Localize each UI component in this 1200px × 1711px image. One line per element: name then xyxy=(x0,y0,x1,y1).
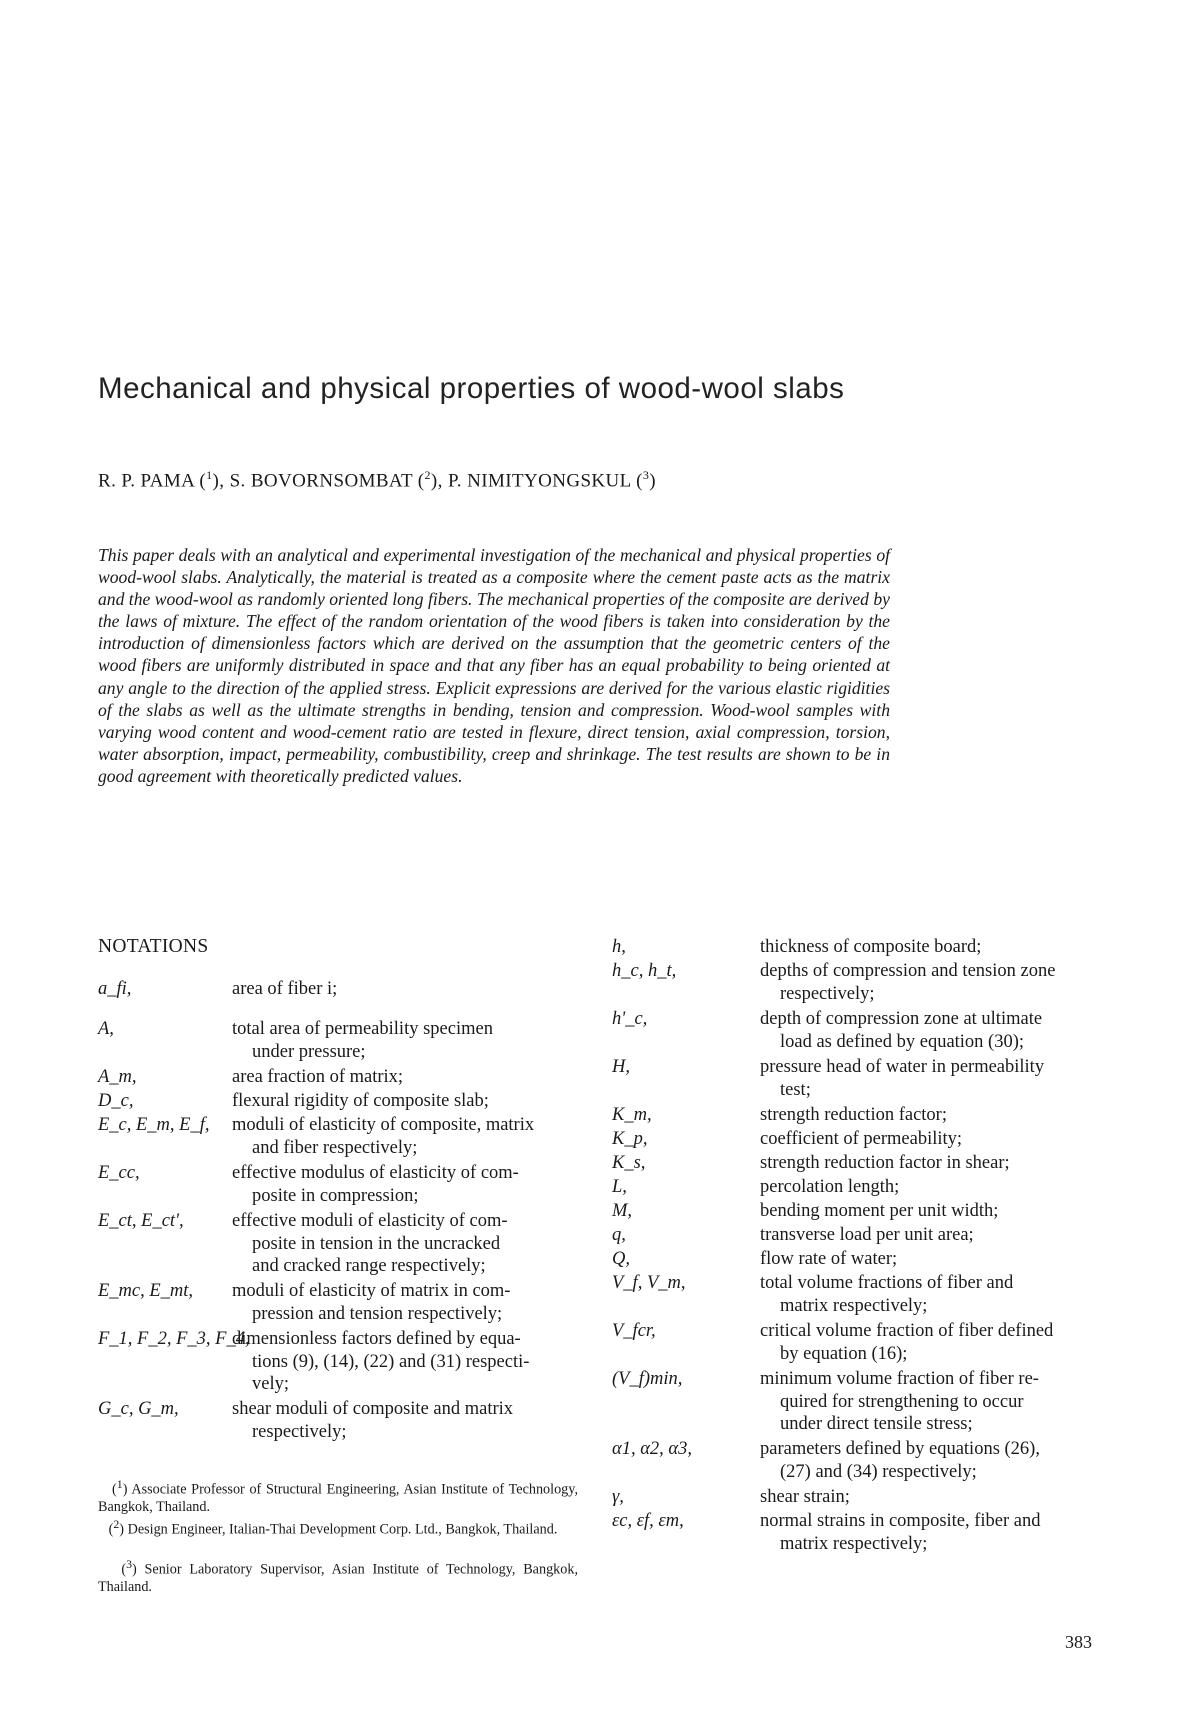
left-notation-definition xyxy=(232,1280,577,1325)
left-notation-definition-line: moduli of elasticity of matrix in com- xyxy=(232,1281,511,1301)
right-notation-definition-line: depth of compression zone at ultimate xyxy=(760,1009,1043,1029)
right-notation-definition-line: total volume fractions of fiber and xyxy=(760,1273,1014,1293)
right-notation-definition-line: critical volume fraction of fiber defined xyxy=(760,1321,1054,1341)
footnote-text: Design Engineer, Italian-Thai Development Corp. Ltd., Bangkok, Thailand. xyxy=(127,1521,558,1538)
right-notation-definition xyxy=(760,960,1110,1005)
footnote-number: 3 xyxy=(126,1557,132,1571)
right-notation-symbol: V_f, V_m, xyxy=(612,1273,686,1293)
left-notation-definition xyxy=(232,1162,577,1207)
right-notation-definition-line: test; xyxy=(780,1079,811,1100)
right-notation-definition xyxy=(760,1176,1110,1199)
right-notation-definition-line: strength reduction factor in shear; xyxy=(760,1153,1010,1173)
left-notation-definition-line: shear moduli of composite and matrix xyxy=(232,1399,514,1419)
left-notation-definition-line: dimensionless factors defined by equa- xyxy=(232,1329,521,1349)
right-notation-definition xyxy=(760,1200,1110,1223)
author-3-affil: 3 xyxy=(642,468,650,482)
left-notation-definition xyxy=(232,1066,577,1089)
right-notation-symbol: K_s, xyxy=(612,1153,646,1173)
right-notation-symbol: K_m, xyxy=(612,1105,652,1125)
right-notation-definition xyxy=(760,1438,1110,1483)
right-notation-definition-line: matrix respectively; xyxy=(780,1295,928,1316)
notations-heading: NOTATIONS xyxy=(98,936,209,957)
right-notation-symbol: εc, εf, εm, xyxy=(612,1511,684,1531)
left-notation-definition xyxy=(232,1210,577,1278)
left-notation-symbol: E_c, E_m, E_f, xyxy=(98,1115,210,1135)
right-notation-symbol: M, xyxy=(612,1201,633,1221)
footnote-number: 2 xyxy=(113,1517,120,1531)
footnote-text: Associate Professor of Structural Engineering, Asian Institute of Technology, Bangkok, Thailand. xyxy=(98,1481,578,1515)
right-notation-definition-line: bending moment per unit width; xyxy=(760,1201,999,1221)
right-notation-symbol: h'_c, xyxy=(612,1009,648,1029)
right-notation-symbol: L, xyxy=(612,1177,627,1197)
left-notation-definition-line: total area of permeability specimen xyxy=(232,1019,493,1039)
right-notation-symbol: V_fcr, xyxy=(612,1321,656,1341)
right-notation-symbol: Q, xyxy=(612,1249,630,1269)
left-notation-definition-line: under pressure; xyxy=(252,1041,366,1062)
right-notation-definition xyxy=(760,1272,1110,1317)
left-notation-definition-line: respectively; xyxy=(252,1421,347,1442)
left-notation-symbol: E_mc, E_mt, xyxy=(98,1281,194,1301)
author-1: R. P. PAMA xyxy=(98,470,195,492)
author-2-affil: 2 xyxy=(424,468,431,482)
right-notation-definition-line: normal strains in composite, fiber and xyxy=(760,1511,1041,1531)
footnote-text: Senior Laboratory Supervisor, Asian Institute of Technology, Bangkok, Thailand. xyxy=(98,1561,578,1595)
right-notation-symbol: H, xyxy=(612,1057,630,1077)
author-line: R. P. PAMA ($^1$), S. BOVORNSOMBAT ($^2$), P. NIMITYONGSKUL ($^3$) xyxy=(98,468,656,492)
left-notation-definition-line: effective moduli of elasticity of com- xyxy=(232,1211,508,1231)
author-2: S. BOVORNSOMBAT xyxy=(229,470,413,492)
right-notation-definition xyxy=(760,1056,1110,1101)
right-notation-symbol: q, xyxy=(612,1225,626,1245)
left-notation-definition xyxy=(232,1328,577,1396)
left-notation-symbol: G_c, G_m, xyxy=(98,1399,179,1419)
left-notation-definition-line: tions (9), (14), (22) and (31) respecti- xyxy=(252,1351,530,1372)
right-notation-symbol: h, xyxy=(612,937,626,957)
left-notation-definition-line: area of fiber i; xyxy=(232,979,338,999)
left-notation-symbol: A_m, xyxy=(98,1067,137,1087)
left-notation-symbol: A, xyxy=(98,1019,114,1039)
right-notation-definition xyxy=(760,1510,1110,1555)
right-notation-definition-line: load as defined by equation (30); xyxy=(780,1031,1025,1052)
right-notation-definition xyxy=(760,1104,1110,1127)
right-notation-definition-line: transverse load per unit area; xyxy=(760,1225,974,1245)
left-notation-definition xyxy=(232,1090,577,1113)
right-notation-definition-line: depths of compression and tension zone xyxy=(760,961,1056,981)
right-notation-symbol: γ, xyxy=(612,1487,624,1507)
abstract: This paper deals with an analytical and experimental investigation of the mechanical and physical properties of wood-wool slabs. Analytically, the material is treated as a composite where the cement paste acts as the matrix and the wood-wool as randomly oriented long fibers. The mechanical properties of the composite are derived by the laws of mixture. The effect of the random orientation of the wood fibers is taken into consideration by the introduction of dimensionless factors which are derived on the assumption that the geometric centers of the wood fibers are uniformly distributed in space and that any fiber has an equal probability to being oriented at any angle to the direction of the applied stress. Explicit expressions are derived for the various elastic rigidities of the slabs as well as the ultimate strengths in bending, tension and compression. Wood-wool samples with varying wood content and wood-cement ratio are tested in flexure, direct tension, axial compression, torsion, water absorption, impact, permeability, combustibility, creep and shrinkage. The test results are shown to be in good agreement with theoretically predicted values. xyxy=(98,545,890,786)
right-notation-definition-line: minimum volume fraction of fiber re- xyxy=(760,1369,1039,1389)
right-notation-definition xyxy=(760,1248,1110,1271)
right-notation-definition xyxy=(760,1152,1110,1175)
right-notation-symbol: K_p, xyxy=(612,1129,648,1149)
right-notation-definition-line: coefficient of permeability; xyxy=(760,1129,963,1149)
right-notation-definition xyxy=(760,936,1110,959)
right-notation-definition xyxy=(760,1224,1110,1247)
left-notation-definition-line: and fiber respectively; xyxy=(252,1137,418,1158)
paper-title: Mechanical and physical properties of wood-wool slabs xyxy=(98,372,845,405)
left-notation-definition-line: effective modulus of elasticity of com- xyxy=(232,1163,519,1183)
right-notation-definition-line: respectively; xyxy=(780,983,875,1004)
left-notation-definition xyxy=(232,1398,577,1443)
right-notation-definition-line: parameters defined by equations (26), xyxy=(760,1439,1040,1459)
left-notation-definition xyxy=(232,1018,577,1063)
footnote-number: 1 xyxy=(116,1477,123,1491)
left-notation-symbol: D_c, xyxy=(98,1091,134,1111)
right-notation-definition xyxy=(760,1368,1110,1436)
right-notation-symbol: α1, α2, α3, xyxy=(612,1439,693,1459)
left-notation-symbol: F_1, F_2, F_3, F_4, xyxy=(98,1329,250,1349)
right-notation-definition xyxy=(760,1128,1110,1151)
right-notation-symbol: (V_f)min, xyxy=(612,1369,683,1389)
left-notation-definition-line: posite in compression; xyxy=(252,1185,419,1206)
right-notation-definition-line: matrix respectively; xyxy=(780,1533,928,1554)
left-notation-definition-line: pression and tension respectively; xyxy=(252,1303,503,1324)
right-notation-definition-line: quired for strengthening to occur xyxy=(780,1391,1024,1412)
right-notation-definition xyxy=(760,1486,1110,1509)
left-notation-definition-line: and cracked range respectively; xyxy=(252,1256,486,1276)
left-notation-definition-line: vely; xyxy=(252,1374,289,1394)
right-notation-definition-line: percolation length; xyxy=(760,1177,900,1197)
footnote: ($^3$) Senior Laboratory Supervisor, Asian Institute of Technology, Bangkok, Thailand. xyxy=(98,1557,578,1595)
left-notation-definition xyxy=(232,978,577,1001)
left-notation-symbol: E_cc, xyxy=(98,1163,140,1183)
right-notation-definition-line: by equation (16); xyxy=(780,1343,908,1364)
right-notation-definition-line: flow rate of water; xyxy=(760,1249,898,1269)
right-notation-definition-line: (27) and (34) respectively; xyxy=(780,1461,977,1482)
right-notation-definition-line: pressure head of water in permeability xyxy=(760,1057,1045,1077)
left-notation-symbol: E_ct, E_ct', xyxy=(98,1211,184,1231)
author-3: P. NIMITYONGSKUL xyxy=(447,470,631,492)
right-notation-definition xyxy=(760,1320,1110,1365)
left-notation-definition-line: flexural rigidity of composite slab; xyxy=(232,1091,489,1111)
author-1-affil: 1 xyxy=(206,468,213,482)
footnote: ($^1$) Associate Professor of Structural Engineering, Asian Institute of Technology, Bangkok, Thailand. xyxy=(98,1477,578,1515)
left-notation-definition-line: area fraction of matrix; xyxy=(232,1067,404,1087)
footnote: ($^2$) Design Engineer, Italian-Thai Development Corp. Ltd., Bangkok, Thailand. xyxy=(98,1517,558,1538)
left-notation-symbol: a_fi, xyxy=(98,979,132,999)
right-notation-definition-line: under direct tensile stress; xyxy=(780,1414,973,1434)
page-number: 383 xyxy=(1065,1632,1092,1652)
right-notation-definition-line: thickness of composite board; xyxy=(760,937,982,957)
right-notation-definition-line: shear strain; xyxy=(760,1487,850,1507)
right-notation-definition-line: strength reduction factor; xyxy=(760,1105,947,1125)
left-notation-definition-line: posite in tension in the uncracked xyxy=(252,1233,501,1254)
right-notation-definition xyxy=(760,1008,1110,1053)
left-notation-definition xyxy=(232,1114,577,1159)
left-notation-definition-line: moduli of elasticity of composite, matrix xyxy=(232,1115,535,1135)
right-notation-symbol: h_c, h_t, xyxy=(612,961,677,981)
